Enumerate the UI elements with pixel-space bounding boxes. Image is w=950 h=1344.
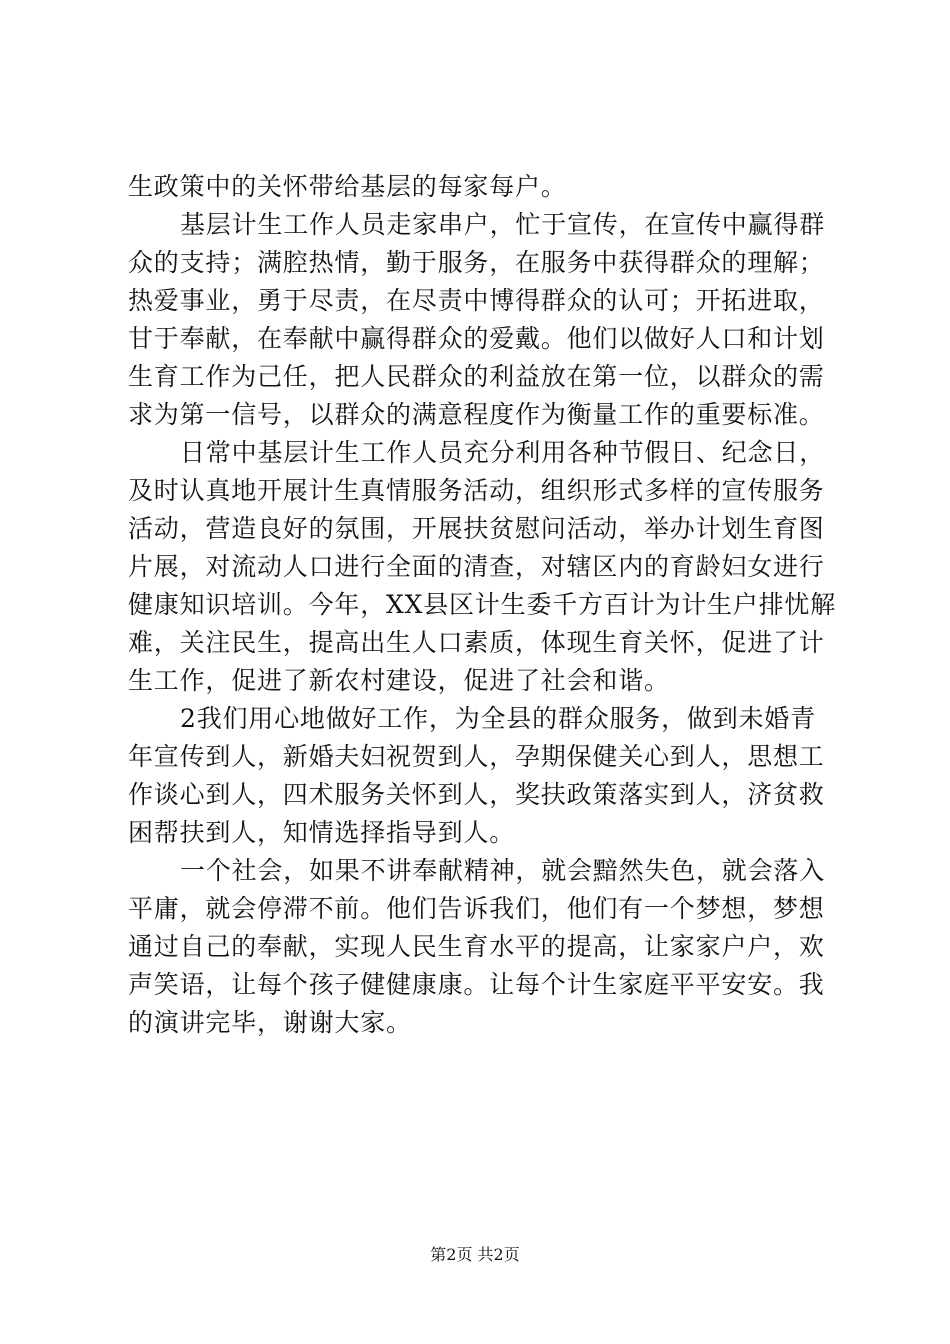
text-line: 困帮扶到人，知情选择指导到人。 [128,818,516,847]
text-line: 通过自己的奉献，实现人民生育水平的提高，让家家户户，欢 [128,932,825,961]
text-line: 声笑语，让每个孩子健健康康。让每个计生家庭平平安安。我 [128,970,825,999]
text-line: 平庸，就会停滞不前。他们告诉我们，他们有一个梦想，梦想 [128,894,825,923]
text-line: 难，关注民生，提高出生人口素质，体现生育关怀，促进了计 [128,628,825,657]
page-footer [0,1244,950,1266]
text-line: 生政策中的关怀带给基层的每家每户。 [128,172,567,201]
text-line: 求为第一信号，以群众的满意程度作为衡量工作的重要标准。 [128,400,825,429]
paragraph-conclusion [128,852,828,1042]
text-line: 基层计生工作人员走家串户，忙于宣传，在宣传中赢得群 [180,210,826,239]
text-line: 及时认真地开展计生真情服务活动，组织形式多样的宣传服务 [128,476,825,505]
text-line: 健康知识培训。今年，XX县区计生委千方百计为计生户排忧解 [128,590,836,619]
text-line: 的演讲完毕，谢谢大家。 [128,1008,412,1037]
text-line: 一个社会，如果不讲奉献精神，就会黯然失色，就会落入 [180,856,826,885]
text-line: 甘于奉献，在奉献中赢得群众的爱戴。他们以做好人口和计划 [128,324,825,353]
text-line: 活动，营造良好的氛围，开展扶贫慰问活动，举办计划生育图 [128,514,825,543]
text-line: 众的支持；满腔热情，勤于服务，在服务中获得群众的理解； [128,248,825,277]
paragraph-service-commitments [128,700,828,852]
document-body [128,168,836,1042]
text-line: 2我们用心地做好工作，为全县的群众服务，做到未婚青 [180,704,816,733]
paragraph-continuation [128,168,828,206]
text-line: 热爱事业，勇于尽责，在尽责中博得群众的认可；开拓进取， [128,286,825,315]
page-number-label: 第2页 共2页 [430,1245,520,1264]
text-line: 片展，对流动人口进行全面的清查，对辖区内的育龄妇女进行 [128,552,825,581]
paragraph-daily-activities [128,434,836,700]
paragraph-grassroots-workers [128,206,828,434]
text-line: 年宣传到人，新婚夫妇祝贺到人，孕期保健关心到人，思想工 [128,742,825,771]
text-line: 日常中基层计生工作人员充分利用各种节假日、纪念日， [180,438,826,467]
text-line: 生育工作为己任，把人民群众的利益放在第一位，以群众的需 [128,362,825,391]
text-line: 生工作，促进了新农村建设，促进了社会和谐。 [128,666,670,695]
text-line: 作谈心到人，四术服务关怀到人，奖扶政策落实到人，济贫救 [128,780,825,809]
